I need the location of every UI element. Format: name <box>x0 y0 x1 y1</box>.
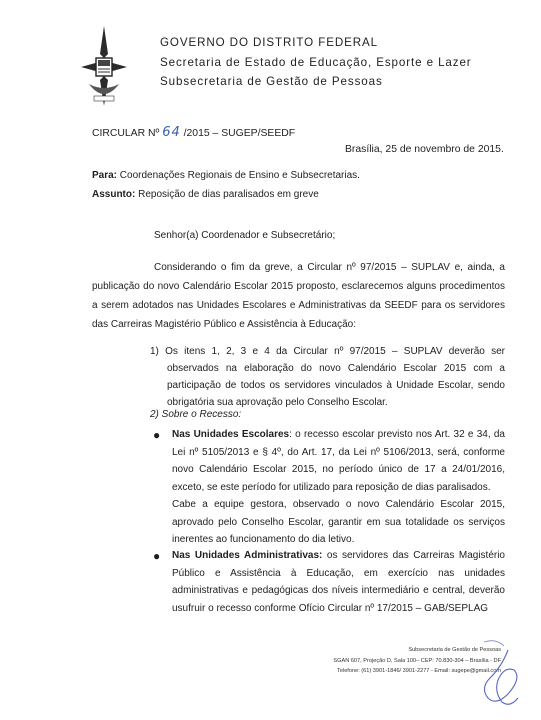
bullet-admin-text: os servidores das Carreiras Magistério Público e Assistência à Educação, em exercício nas unidades administrativas e pedagógicas dos níveis intermediário e central, deverão usufruir o recesso conforme Ofício Circular nº 17/2015 – GAB/SEPLAG <box>172 550 505 614</box>
bullet-schools-text: : o recesso escolar previsto nos Art. 32 e 34, da Lei nº 5105/2013 e § 4º, do Art. 17, da Lei nº 5106/2013, será, conforme novo Calendário Escolar 2015, no período único de 17 a 24/01/2016, exceto, se este período for utilizado para reposição de dias paralisados. <box>172 429 505 493</box>
bullet-admin <box>172 547 505 617</box>
bullet-admin-title: Nas Unidades Administrativas: <box>172 550 323 561</box>
rubric-signature-icon <box>474 636 534 710</box>
footer-address: SGAN 607, Projeção D, Sala 100– CEP: 70.830-304 – Brasília - DF <box>333 658 501 664</box>
header-secretariat: Secretaria de Estado de Educação, Esporte e Lazer <box>160 56 472 69</box>
subject-label: Assunto: <box>92 189 136 200</box>
circular-number: 64 <box>162 125 181 140</box>
item-1: 1) Os itens 1, 2, 3 e 4 da Circular nº 97/2015 – SUPLAV deverão ser observados na elaboração do novo Calendário Escolar 2015 com a participação de todos os servidores vinculados à Unidade Escolar, sendo obrigatória sua aprovação pelo Conselho Escolar. <box>150 346 505 408</box>
footer-contact: Telefone: (61) 3901-1846/ 3901-2277 - Email: sugepe@gmail.com <box>337 668 501 674</box>
recipient-text: Coordenações Regionais de Ensino e Subsecretarias. <box>117 170 360 181</box>
recipient-line <box>92 170 360 181</box>
salutation: Senhor(a) Coordenador e Subsecretário; <box>154 230 336 241</box>
brasilia-emblem-icon <box>79 24 129 108</box>
bullet-icon: ● <box>153 428 161 442</box>
document-date: Brasília, 25 de novembro de 2015. <box>345 144 504 155</box>
bullet-schools-continuation: Cabe a equipe gestora, observado o novo Calendário Escolar 2015, aprovado pelo Conselho Escolar, garantir em sua totalidade os serviços inerentes ao funcionamento do dia letivo. <box>172 499 505 545</box>
circular-suffix: /2015 – SUGEP/SEEDF <box>183 128 296 139</box>
bullet-schools <box>172 426 505 496</box>
item-2: 2) Sobre o Recesso: <box>150 409 242 420</box>
circular-title <box>92 125 295 140</box>
header-government: GOVERNO DO DISTRITO FEDERAL <box>160 36 378 49</box>
bullet-schools-title: Nas Unidades Escolares <box>172 429 290 440</box>
subject-text: Reposição de dias paralisados em greve <box>135 189 319 200</box>
intro-paragraph: Considerando o fim da greve, a Circular nº 97/2015 – SUPLAV e, ainda, a publicação do novo Calendário Escolar 2015 proposto, esclarecemos alguns procedimentos a serem adotados nas Unidades Escolares e Administrativas da SEEDF para os servidores das Carreiras Magistério Público e Assistência à Educação: <box>92 262 505 330</box>
header-subsecretariat: Subsecretaria de Gestão de Pessoas <box>160 75 383 88</box>
circular-prefix: CIRCULAR Nº <box>92 128 160 139</box>
footer-office: Subsecretaria de Gestão de Pessoas <box>408 647 501 653</box>
subject-line <box>92 189 319 200</box>
bullet-icon: ● <box>153 549 161 563</box>
recipient-label: Para: <box>92 170 118 181</box>
